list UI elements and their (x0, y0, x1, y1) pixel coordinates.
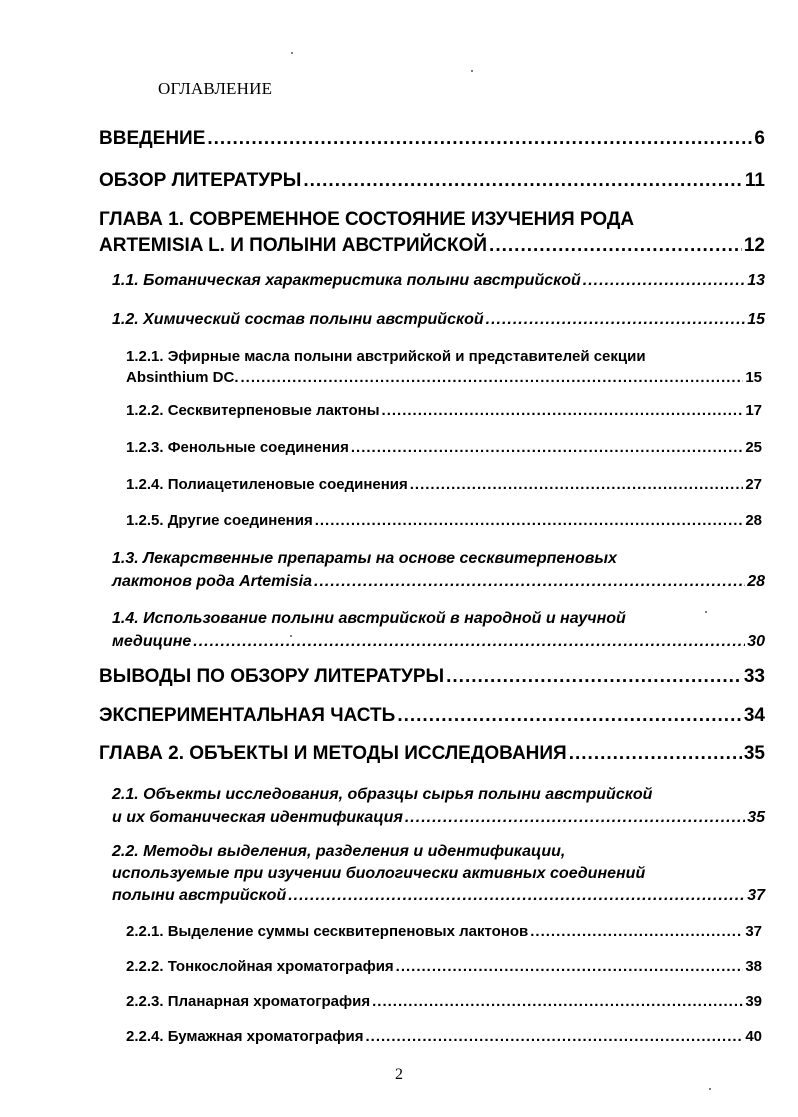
toc-entry-page: 11 (744, 170, 765, 191)
toc-entry-page: 15 (745, 369, 762, 386)
leader-dots (569, 743, 742, 765)
toc-entry-title-line: ГЛАВА 1. СОВРЕМЕННОЕ СОСТОЯНИЕ ИЗУЧЕНИЯ РОДА (99, 209, 635, 230)
scan-speck (471, 70, 473, 72)
toc-entry-page: 33 (743, 666, 765, 687)
leader-dots (207, 128, 752, 150)
leader-dots (193, 630, 745, 653)
toc-entry-title: ЭКСПЕРИМЕНТАЛЬНАЯ ЧАСТЬ (99, 705, 396, 726)
toc-entry-title-line: 2.2. Методы выделения, разделения и идентификации, (112, 843, 566, 860)
toc-entry-page: 6 (754, 128, 765, 149)
toc-entry-page: 28 (745, 512, 762, 529)
toc-entry-2-2-2[interactable] (126, 958, 762, 975)
toc-entry-title: 1.2.2. Сесквитерпеновые лактоны (126, 402, 380, 419)
toc-entry-title: ВВЕДЕНИЕ (99, 128, 206, 149)
leader-dots (396, 958, 744, 975)
leader-dots (486, 311, 746, 329)
toc-entry-title: и их ботаническая идентификация (112, 809, 403, 826)
toc-entry-title: 1.2. Химический состав полыни австрийской (112, 311, 484, 328)
toc-entry-page: 37 (747, 887, 765, 904)
toc-entry-1-3[interactable] (112, 547, 765, 593)
toc-entry-title-line: 1.4. Использование полыни австрийской в народной и научной (112, 610, 626, 627)
toc-entry-page: 35 (747, 809, 765, 826)
leader-dots (314, 570, 745, 593)
toc-entry-2-2[interactable] (112, 841, 765, 907)
leader-dots (351, 439, 743, 456)
toc-entry-page: 17 (745, 402, 762, 419)
leader-dots (303, 170, 743, 192)
toc-entry-title: 2.2.1. Выделение суммы сесквитерпеновых лактонов (126, 923, 529, 940)
toc-entry-title: 1.1. Ботаническая характеристика полыни австрийской (112, 272, 581, 289)
scan-speck (290, 635, 292, 637)
toc-entry-page: 30 (747, 633, 765, 650)
scan-speck (291, 52, 293, 54)
toc-entry-title: ВЫВОДЫ ПО ОБЗОРУ ЛИТЕРАТУРЫ (99, 666, 445, 687)
leader-dots (382, 402, 744, 419)
leader-dots (410, 476, 744, 493)
leader-dots (366, 1028, 744, 1045)
toc-entry-title-line: используемые при изучении биологически активных соединений (112, 865, 646, 882)
toc-entry-title: 2.2.2. Тонкослойная хроматография (126, 958, 394, 975)
toc-entry-page: 27 (745, 476, 762, 493)
toc-entry-1-2-3[interactable] (126, 439, 762, 456)
toc-entry-literature-review[interactable] (99, 170, 765, 192)
toc-entry-title-line: 1.2.1. Эфирные масла полыни австрийской и представителей секции (126, 348, 646, 365)
leader-dots (530, 923, 743, 940)
toc-entry-page: 12 (743, 235, 765, 256)
toc-entry-title-line: 1.3. Лекарственные препараты на основе сесквитерпеновых (112, 550, 617, 567)
toc-entry-1-2-2[interactable] (126, 402, 762, 419)
leader-dots (241, 367, 744, 388)
toc-entry-title: 2.2.3. Планарная хроматография (126, 993, 371, 1010)
toc-entry-1-2[interactable] (112, 311, 765, 329)
toc-entry-experimental-part[interactable] (99, 705, 765, 727)
toc-entry-page: 28 (747, 573, 765, 590)
toc-entry-2-2-4[interactable] (126, 1028, 762, 1045)
toc-entry-1-2-1[interactable] (126, 346, 762, 388)
leader-dots (288, 885, 745, 907)
leader-dots (405, 806, 745, 829)
toc-entry-1-2-5[interactable] (126, 512, 762, 529)
toc-entry-1-4[interactable] (112, 607, 765, 653)
leader-dots (489, 233, 742, 259)
toc-entry-chapter-2[interactable] (99, 743, 765, 765)
toc-entry-page: 13 (747, 272, 765, 289)
leader-dots (446, 666, 742, 688)
toc-entry-page: 25 (745, 439, 762, 456)
toc-entry-title: полыни австрийской (112, 887, 287, 904)
leader-dots (372, 993, 743, 1010)
toc-entry-page: 34 (743, 705, 765, 726)
toc-entry-title: 2.2.4. Бумажная хроматография (126, 1028, 364, 1045)
toc-entry-introduction[interactable] (99, 128, 765, 150)
toc-entry-title: ARTEMISIA L. И ПОЛЫНИ АВСТРИЙСКОЙ (99, 235, 488, 256)
toc-entry-page: 40 (745, 1028, 762, 1045)
toc-entry-1-2-4[interactable] (126, 476, 762, 493)
toc-entry-title: Absinthium DC. (126, 369, 239, 386)
leader-dots (397, 705, 742, 727)
toc-heading: ОГЛАВЛЕНИЕ (158, 79, 273, 98)
toc-entry-title-line: 2.1. Объекты исследования, образцы сырья полыни австрийской (112, 786, 653, 803)
page-number: 2 (395, 1066, 403, 1083)
toc-entry-title: ОБЗОР ЛИТЕРАТУРЫ (99, 170, 302, 191)
toc-entry-title: медицине (112, 633, 192, 650)
toc-entry-title: ГЛАВА 2. ОБЪЕКТЫ И МЕТОДЫ ИССЛЕДОВАНИЯ (99, 743, 567, 764)
toc-entry-chapter-1[interactable] (99, 207, 765, 259)
scan-speck (709, 1088, 711, 1090)
leader-dots (583, 272, 745, 290)
toc-entry-page: 39 (745, 993, 762, 1010)
toc-entry-title: 1.2.3. Фенольные соединения (126, 439, 349, 456)
toc-entry-page: 37 (745, 923, 762, 940)
toc-entry-title: 1.2.4. Полиацетиленовые соединения (126, 476, 408, 493)
toc-entry-2-2-3[interactable] (126, 993, 762, 1010)
scan-speck (705, 611, 707, 613)
leader-dots (315, 512, 744, 529)
toc-entry-title: 1.2.5. Другие соединения (126, 512, 313, 529)
toc-entry-page: 35 (743, 743, 765, 764)
toc-entry-review-conclusions[interactable] (99, 666, 765, 688)
toc-entry-1-1[interactable] (112, 272, 765, 290)
toc-entry-page: 15 (747, 311, 765, 328)
toc-entry-page: 38 (745, 958, 762, 975)
toc-entry-2-1[interactable] (112, 783, 765, 829)
toc-entry-title: лактонов рода Artemisia (112, 573, 312, 590)
toc-entry-2-2-1[interactable] (126, 923, 762, 940)
